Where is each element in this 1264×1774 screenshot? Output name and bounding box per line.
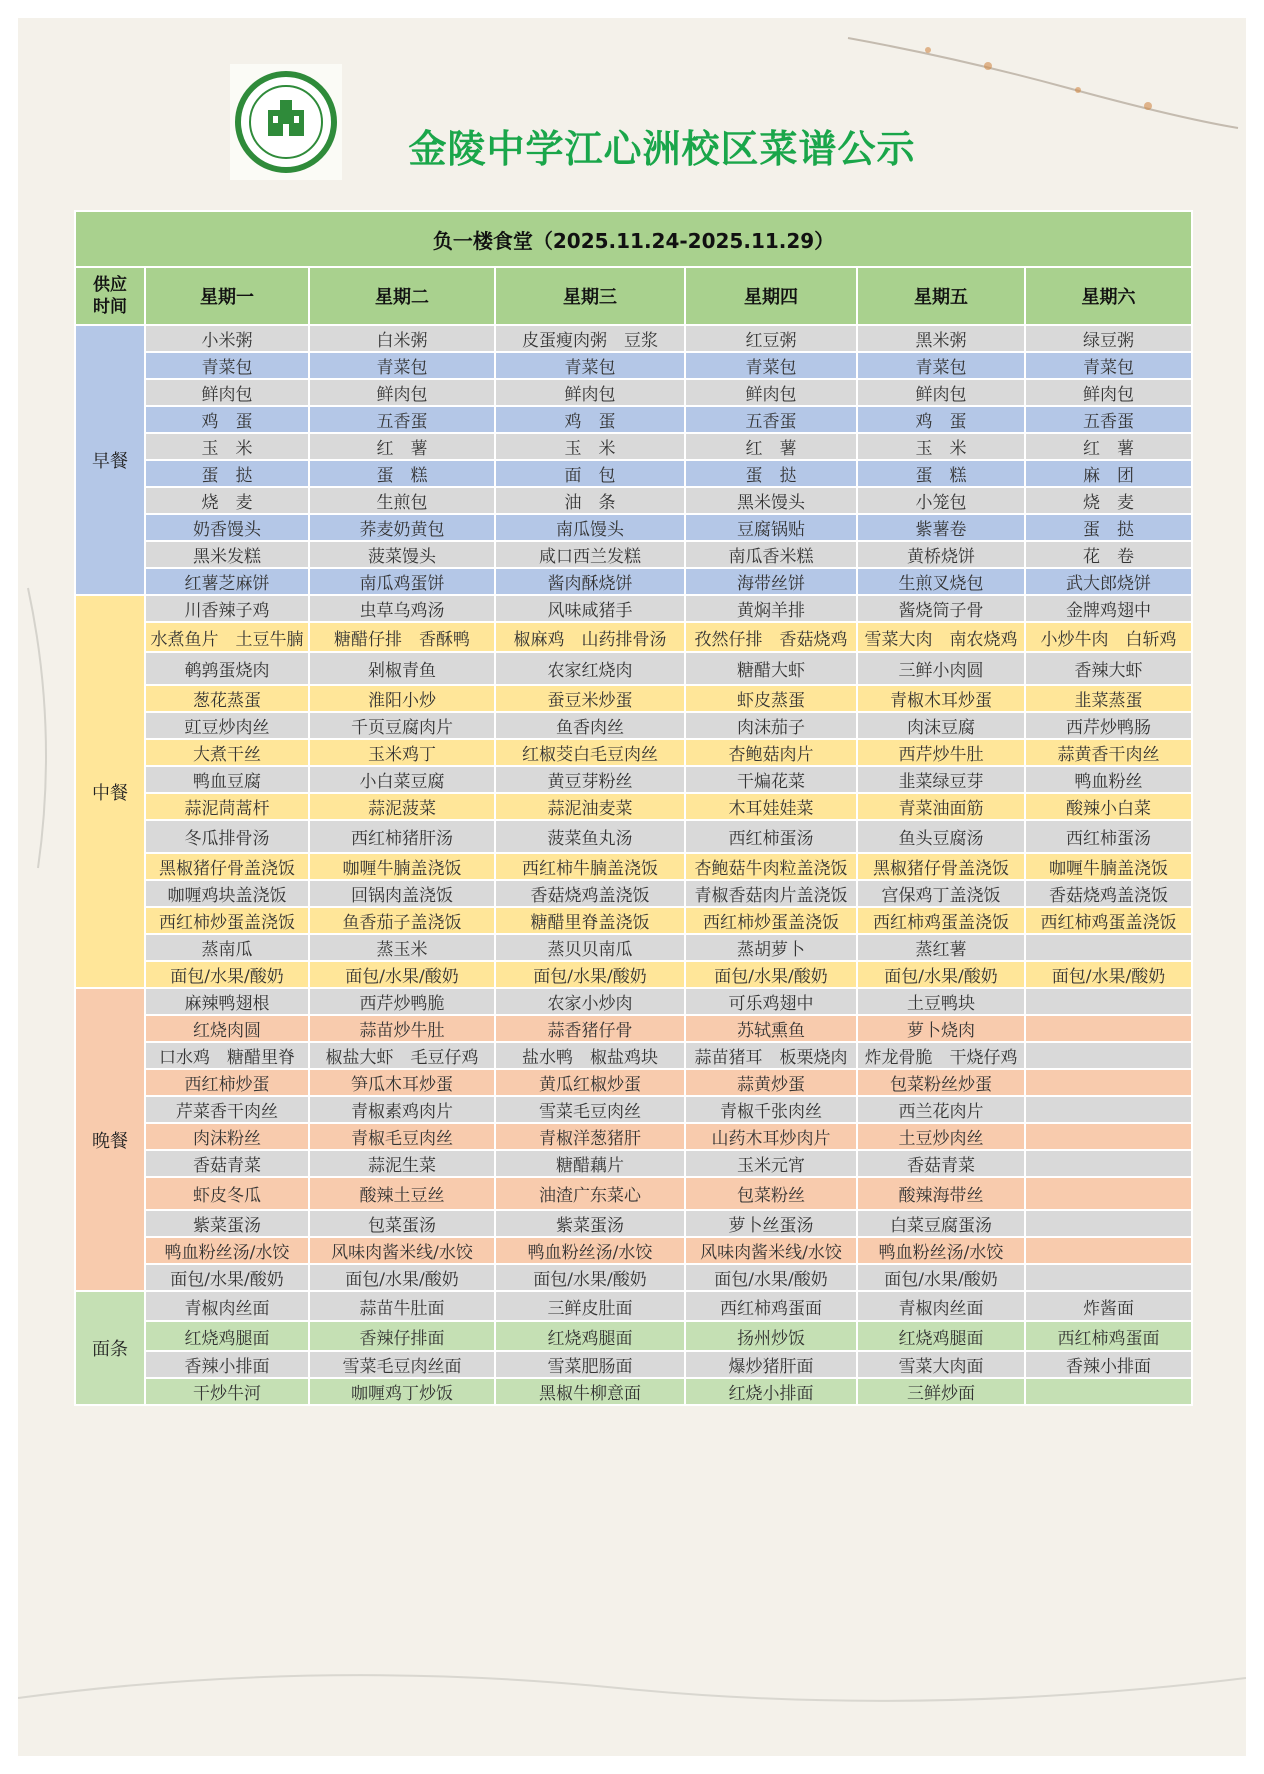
dish-cell: 蒸南瓜 (145, 934, 309, 961)
dish-cell: 蒸胡萝卜 (685, 934, 857, 961)
dish-cell: 糖醋仔排 香酥鸭 (309, 622, 495, 652)
dish-cell: 三鲜炒面 (857, 1378, 1025, 1405)
dish-cell: 红烧鸡腿面 (495, 1321, 685, 1351)
dish-cell: 蛋 挞 (1025, 514, 1192, 541)
dish-cell: 黄豆芽粉丝 (495, 766, 685, 793)
day-header: 星期三 (495, 267, 685, 325)
dish-cell: 韭菜蒸蛋 (1025, 685, 1192, 712)
dish-cell: 金牌鸡翅中 (1025, 595, 1192, 622)
table-row (75, 739, 1192, 766)
dish-cell: 青椒木耳炒蛋 (857, 685, 1025, 712)
table-row (75, 1237, 1192, 1264)
dish-cell: 青菜油面筋 (857, 793, 1025, 820)
dish-cell: 虫草乌鸡汤 (309, 595, 495, 622)
dish-cell: 黑椒猪仔骨盖浇饭 (145, 853, 309, 880)
dish-cell: 大煮干丝 (145, 739, 309, 766)
dish-cell: 黄瓜红椒炒蛋 (495, 1069, 685, 1096)
dish-cell: 青菜包 (1025, 352, 1192, 379)
dish-cell: 蒜泥菠菜 (309, 793, 495, 820)
dish-cell: 山药木耳炒肉片 (685, 1123, 857, 1150)
dish-cell (1025, 1015, 1192, 1042)
dish-cell: 淮阳小炒 (309, 685, 495, 712)
dish-cell: 杏鲍菇肉片 (685, 739, 857, 766)
dish-cell: 南瓜鸡蛋饼 (309, 568, 495, 595)
dish-cell: 西红柿鸡蛋盖浇饭 (1025, 907, 1192, 934)
dish-cell: 绿豆粥 (1025, 325, 1192, 352)
dish-cell: 剁椒青鱼 (309, 652, 495, 685)
table-row (75, 820, 1192, 853)
dish-cell: 红烧小排面 (685, 1378, 857, 1405)
dish-cell: 黑椒牛柳意面 (495, 1378, 685, 1405)
dish-cell: 酸辣海带丝 (857, 1177, 1025, 1210)
dish-cell: 三鲜皮肚面 (495, 1291, 685, 1321)
dish-cell: 咖喱牛腩盖浇饭 (1025, 853, 1192, 880)
table-row (75, 1123, 1192, 1150)
dish-cell: 糖醋大虾 (685, 652, 857, 685)
dish-cell: 葱花蒸蛋 (145, 685, 309, 712)
bottom-branch-decoration-icon (18, 1618, 1246, 1756)
table-row (75, 1321, 1192, 1351)
meal-label-dinner: 晚餐 (75, 988, 145, 1291)
day-header: 星期一 (145, 267, 309, 325)
dish-cell: 面包/水果/酸奶 (495, 1264, 685, 1291)
dish-cell: 西芹炒鸭脆 (309, 988, 495, 1015)
dish-cell: 虾皮冬瓜 (145, 1177, 309, 1210)
dish-cell: 青椒肉丝面 (145, 1291, 309, 1321)
dish-cell: 黑米发糕 (145, 541, 309, 568)
dish-cell: 咖喱鸡块盖浇饭 (145, 880, 309, 907)
dish-cell: 雪菜大肉 南农烧鸡 (857, 622, 1025, 652)
dish-cell: 蚕豆米炒蛋 (495, 685, 685, 712)
dish-cell: 花 卷 (1025, 541, 1192, 568)
table-row (75, 514, 1192, 541)
dish-cell: 农家小炒肉 (495, 988, 685, 1015)
dish-cell: 鱼头豆腐汤 (857, 820, 1025, 853)
table-row (75, 325, 1192, 352)
dish-cell: 玉 米 (495, 433, 685, 460)
dish-cell (1025, 988, 1192, 1015)
dish-cell: 糖醋藕片 (495, 1150, 685, 1177)
dish-cell: 蒜泥油麦菜 (495, 793, 685, 820)
dish-cell (1025, 1177, 1192, 1210)
dish-cell: 面包/水果/酸奶 (495, 961, 685, 988)
dish-cell: 鲜肉包 (495, 379, 685, 406)
dish-cell: 鸭血粉丝汤/水饺 (495, 1237, 685, 1264)
dish-cell: 生煎包 (309, 487, 495, 514)
dish-cell: 土豆鸭块 (857, 988, 1025, 1015)
dish-cell: 红 薯 (309, 433, 495, 460)
dish-cell: 紫菜蛋汤 (495, 1210, 685, 1237)
dish-cell: 蒸玉米 (309, 934, 495, 961)
meal-label-lunch: 中餐 (75, 595, 145, 988)
dish-cell: 黄桥烧饼 (857, 541, 1025, 568)
dish-cell: 皮蛋瘦肉粥 豆浆 (495, 325, 685, 352)
dish-cell: 青椒毛豆肉丝 (309, 1123, 495, 1150)
dish-cell: 黄焖羊排 (685, 595, 857, 622)
dish-cell: 面包/水果/酸奶 (857, 961, 1025, 988)
dish-cell: 香菇烧鸡盖浇饭 (1025, 880, 1192, 907)
dish-cell: 豆腐锅贴 (685, 514, 857, 541)
dish-cell: 萝卜丝蛋汤 (685, 1210, 857, 1237)
table-row (75, 1351, 1192, 1378)
time-header: 供应 时间 (75, 267, 145, 325)
dish-cell: 萝卜烧肉 (857, 1015, 1025, 1042)
dish-cell: 面包/水果/酸奶 (309, 1264, 495, 1291)
dish-cell: 西芹炒牛肚 (857, 739, 1025, 766)
dish-cell: 西红柿蛋汤 (1025, 820, 1192, 853)
dish-cell: 青椒素鸡肉片 (309, 1096, 495, 1123)
dish-cell: 千页豆腐肉片 (309, 712, 495, 739)
dish-cell: 西红柿牛腩盖浇饭 (495, 853, 685, 880)
dish-cell: 香菇烧鸡盖浇饭 (495, 880, 685, 907)
dish-cell: 武大郎烧饼 (1025, 568, 1192, 595)
dish-cell: 青椒洋葱猪肝 (495, 1123, 685, 1150)
table-row (75, 352, 1192, 379)
dish-cell: 风味肉酱米线/水饺 (309, 1237, 495, 1264)
table-row (75, 487, 1192, 514)
dish-cell: 西红柿炒蛋 (145, 1069, 309, 1096)
dish-cell: 扬州炒饭 (685, 1321, 857, 1351)
dish-cell: 五香蛋 (685, 406, 857, 433)
dish-cell: 香辣仔排面 (309, 1321, 495, 1351)
menu-table (74, 210, 1193, 1406)
table-row (75, 685, 1192, 712)
dish-cell: 鸭血粉丝 (1025, 766, 1192, 793)
dish-cell: 豇豆炒肉丝 (145, 712, 309, 739)
dish-cell: 小炒牛肉 白斩鸡 (1025, 622, 1192, 652)
dish-cell: 韭菜绿豆芽 (857, 766, 1025, 793)
dish-cell (1025, 1237, 1192, 1264)
dish-cell: 炸龙骨脆 干烧仔鸡 (857, 1042, 1025, 1069)
dish-cell: 香辣小排面 (145, 1351, 309, 1378)
dish-cell: 小笼包 (857, 487, 1025, 514)
dish-cell: 酱肉酥烧饼 (495, 568, 685, 595)
day-header: 星期五 (857, 267, 1025, 325)
dish-cell: 海带丝饼 (685, 568, 857, 595)
dish-cell: 香辣小排面 (1025, 1351, 1192, 1378)
dish-cell: 西红柿蛋汤 (685, 820, 857, 853)
dish-cell: 玉 米 (857, 433, 1025, 460)
table-row (75, 1150, 1192, 1177)
dish-cell: 孜然仔排 香菇烧鸡 (685, 622, 857, 652)
dish-cell: 蛋 糕 (857, 460, 1025, 487)
dish-cell: 青椒肉丝面 (857, 1291, 1025, 1321)
table-row (75, 406, 1192, 433)
dish-cell: 肉沫粉丝 (145, 1123, 309, 1150)
table-row (75, 793, 1192, 820)
dish-cell: 烧 麦 (1025, 487, 1192, 514)
dish-cell: 西芹炒鸭肠 (1025, 712, 1192, 739)
dish-cell: 鸡 蛋 (495, 406, 685, 433)
table-row (75, 652, 1192, 685)
dish-cell: 面包/水果/酸奶 (1025, 961, 1192, 988)
dish-cell: 椒盐大虾 毛豆仔鸡 (309, 1042, 495, 1069)
dish-cell: 鸭血豆腐 (145, 766, 309, 793)
dish-cell: 川香辣子鸡 (145, 595, 309, 622)
dish-cell: 香辣大虾 (1025, 652, 1192, 685)
dish-cell: 面包/水果/酸奶 (145, 1264, 309, 1291)
dish-cell: 鱼香茄子盖浇饭 (309, 907, 495, 934)
dish-cell: 鲜肉包 (145, 379, 309, 406)
dish-cell: 红薯芝麻饼 (145, 568, 309, 595)
day-header: 星期四 (685, 267, 857, 325)
dish-cell: 红豆粥 (685, 325, 857, 352)
table-row (75, 1015, 1192, 1042)
table-row (75, 880, 1192, 907)
dish-cell: 奶香馒头 (145, 514, 309, 541)
dish-cell (1025, 1210, 1192, 1237)
dish-cell: 紫薯卷 (857, 514, 1025, 541)
dish-cell: 面包/水果/酸奶 (145, 961, 309, 988)
dish-cell: 酱烧筒子骨 (857, 595, 1025, 622)
table-row (75, 1291, 1192, 1321)
page-title: 金陵中学江心洲校区菜谱公示 (408, 127, 916, 171)
dish-cell: 蒜苗炒牛肚 (309, 1015, 495, 1042)
dish-cell: 五香蛋 (1025, 406, 1192, 433)
dish-cell: 蒜香猪仔骨 (495, 1015, 685, 1042)
dish-cell: 油 条 (495, 487, 685, 514)
dish-cell (1025, 1378, 1192, 1405)
dish-cell: 爆炒猪肝面 (685, 1351, 857, 1378)
dish-cell (1025, 934, 1192, 961)
dish-cell: 干煸花菜 (685, 766, 857, 793)
dish-cell: 蒜泥茼蒿杆 (145, 793, 309, 820)
dish-cell: 酸辣土豆丝 (309, 1177, 495, 1210)
dish-cell: 鲜肉包 (309, 379, 495, 406)
dish-cell: 面 包 (495, 460, 685, 487)
dish-cell: 鱼香肉丝 (495, 712, 685, 739)
dish-cell: 芹菜香干肉丝 (145, 1096, 309, 1123)
dish-cell: 西红柿鸡蛋盖浇饭 (857, 907, 1025, 934)
dish-cell: 西红柿鸡蛋面 (685, 1291, 857, 1321)
dish-cell (1025, 1042, 1192, 1069)
table-row (75, 1210, 1192, 1237)
dish-cell: 雪菜毛豆肉丝 (495, 1096, 685, 1123)
dish-cell: 面包/水果/酸奶 (685, 1264, 857, 1291)
dish-cell: 蒸红薯 (857, 934, 1025, 961)
dish-cell (1025, 1123, 1192, 1150)
table-caption: 负一楼食堂（2025.11.24-2025.11.29） (75, 211, 1192, 267)
dish-cell: 五香蛋 (309, 406, 495, 433)
dish-cell: 糖醋里脊盖浇饭 (495, 907, 685, 934)
dish-cell: 雪菜毛豆肉丝面 (309, 1351, 495, 1378)
dish-cell: 咖喱鸡丁炒饭 (309, 1378, 495, 1405)
table-row (75, 1378, 1192, 1405)
dish-cell: 白菜豆腐蛋汤 (857, 1210, 1025, 1237)
dish-cell: 蒜苗牛肚面 (309, 1291, 495, 1321)
dish-cell: 小米粥 (145, 325, 309, 352)
dish-cell: 西红柿炒蛋盖浇饭 (685, 907, 857, 934)
table-row (75, 379, 1192, 406)
dish-cell: 黑米粥 (857, 325, 1025, 352)
table-row (75, 568, 1192, 595)
dish-cell: 三鲜小肉圆 (857, 652, 1025, 685)
dish-cell: 椒麻鸡 山药排骨汤 (495, 622, 685, 652)
dish-cell: 南瓜馒头 (495, 514, 685, 541)
dish-cell: 青菜包 (685, 352, 857, 379)
dish-cell (1025, 1150, 1192, 1177)
dish-cell: 包菜粉丝 (685, 1177, 857, 1210)
dish-cell: 面包/水果/酸奶 (685, 961, 857, 988)
dish-cell: 包菜粉丝炒蛋 (857, 1069, 1025, 1096)
dish-cell: 咖喱牛腩盖浇饭 (309, 853, 495, 880)
table-row (75, 907, 1192, 934)
dish-cell: 西红柿炒蛋盖浇饭 (145, 907, 309, 934)
table-row (75, 961, 1192, 988)
dish-cell (1025, 1264, 1192, 1291)
dish-cell: 蛋 糕 (309, 460, 495, 487)
table-row (75, 1264, 1192, 1291)
dish-cell: 冬瓜排骨汤 (145, 820, 309, 853)
meal-label-noodles: 面条 (75, 1291, 145, 1405)
table-row (75, 541, 1192, 568)
dish-cell: 鸭血粉丝汤/水饺 (145, 1237, 309, 1264)
dish-cell: 荞麦奶黄包 (309, 514, 495, 541)
dish-cell: 蛋 挞 (685, 460, 857, 487)
dish-cell: 肉沫豆腐 (857, 712, 1025, 739)
dish-cell: 菠菜鱼丸汤 (495, 820, 685, 853)
dish-cell: 西兰花肉片 (857, 1096, 1025, 1123)
dish-cell: 鸡 蛋 (145, 406, 309, 433)
dish-cell: 香菇青菜 (857, 1150, 1025, 1177)
table-row (75, 988, 1192, 1015)
dish-cell: 回锅肉盖浇饭 (309, 880, 495, 907)
day-header: 星期二 (309, 267, 495, 325)
dish-cell: 杏鲍菇牛肉粒盖浇饭 (685, 853, 857, 880)
table-row (75, 1096, 1192, 1123)
table-row (75, 460, 1192, 487)
dish-cell: 青椒千张肉丝 (685, 1096, 857, 1123)
dish-cell: 咸口西兰发糕 (495, 541, 685, 568)
table-row (75, 1069, 1192, 1096)
table-row (75, 1177, 1192, 1210)
dish-cell: 炸酱面 (1025, 1291, 1192, 1321)
dish-cell: 小白菜豆腐 (309, 766, 495, 793)
dish-cell: 肉沫茄子 (685, 712, 857, 739)
dish-cell: 鸡 蛋 (857, 406, 1025, 433)
dish-cell: 鹌鹑蛋烧肉 (145, 652, 309, 685)
dish-cell: 青椒香菇肉片盖浇饭 (685, 880, 857, 907)
dish-cell: 红 薯 (1025, 433, 1192, 460)
meal-label-breakfast: 早餐 (75, 325, 145, 595)
dish-cell: 烧 麦 (145, 487, 309, 514)
dish-cell: 青菜包 (857, 352, 1025, 379)
table-row (75, 712, 1192, 739)
dish-cell: 农家红烧肉 (495, 652, 685, 685)
dish-cell: 青菜包 (495, 352, 685, 379)
dish-cell: 包菜蛋汤 (309, 1210, 495, 1237)
dish-cell: 玉 米 (145, 433, 309, 460)
dish-cell: 黑椒猪仔骨盖浇饭 (857, 853, 1025, 880)
dish-cell: 红椒茭白毛豆肉丝 (495, 739, 685, 766)
dish-cell: 白米粥 (309, 325, 495, 352)
table-row (75, 934, 1192, 961)
dish-cell (1025, 1069, 1192, 1096)
dish-cell: 木耳娃娃菜 (685, 793, 857, 820)
dish-cell: 面包/水果/酸奶 (309, 961, 495, 988)
dish-cell: 蒜苗猪耳 板栗烧肉 (685, 1042, 857, 1069)
dish-cell: 麻 团 (1025, 460, 1192, 487)
table-row (75, 766, 1192, 793)
dish-cell: 玉米元宵 (685, 1150, 857, 1177)
dish-cell: 红烧肉圆 (145, 1015, 309, 1042)
dish-cell: 可乐鸡翅中 (685, 988, 857, 1015)
dish-cell: 西红柿猪肝汤 (309, 820, 495, 853)
dish-cell: 玉米鸡丁 (309, 739, 495, 766)
dish-cell: 笋瓜木耳炒蛋 (309, 1069, 495, 1096)
dish-cell: 生煎叉烧包 (857, 568, 1025, 595)
dish-cell: 油渣广东菜心 (495, 1177, 685, 1210)
dish-cell: 鲜肉包 (685, 379, 857, 406)
dish-cell: 苏轼熏鱼 (685, 1015, 857, 1042)
dish-cell: 口水鸡 糖醋里脊 (145, 1042, 309, 1069)
dish-cell: 鲜肉包 (1025, 379, 1192, 406)
dish-cell: 盐水鸭 椒盐鸡块 (495, 1042, 685, 1069)
dish-cell: 青菜包 (309, 352, 495, 379)
dish-cell: 雪菜大肉面 (857, 1351, 1025, 1378)
dish-cell: 蒜黄香干肉丝 (1025, 739, 1192, 766)
dish-cell: 鲜肉包 (857, 379, 1025, 406)
dish-cell: 菠菜馒头 (309, 541, 495, 568)
dish-cell: 黑米馒头 (685, 487, 857, 514)
dish-cell: 风味肉酱米线/水饺 (685, 1237, 857, 1264)
table-row (75, 853, 1192, 880)
dish-cell: 紫菜蛋汤 (145, 1210, 309, 1237)
table-row (75, 622, 1192, 652)
dish-cell: 青菜包 (145, 352, 309, 379)
dish-cell: 蒜黄炒蛋 (685, 1069, 857, 1096)
dish-cell: 土豆炒肉丝 (857, 1123, 1025, 1150)
dish-cell: 蒸贝贝南瓜 (495, 934, 685, 961)
dish-cell: 酸辣小白菜 (1025, 793, 1192, 820)
dish-cell: 红烧鸡腿面 (857, 1321, 1025, 1351)
dish-cell: 红 薯 (685, 433, 857, 460)
dish-cell: 虾皮蒸蛋 (685, 685, 857, 712)
dish-cell (1025, 1096, 1192, 1123)
dish-cell: 香菇青菜 (145, 1150, 309, 1177)
day-header: 星期六 (1025, 267, 1192, 325)
dish-cell: 西红柿鸡蛋面 (1025, 1321, 1192, 1351)
dish-cell: 南瓜香米糕 (685, 541, 857, 568)
table-row (75, 1042, 1192, 1069)
dish-cell: 麻辣鸭翅根 (145, 988, 309, 1015)
dish-cell: 水煮鱼片 土豆牛腩 (145, 622, 309, 652)
dish-cell: 蒜泥生菜 (309, 1150, 495, 1177)
dish-cell: 红烧鸡腿面 (145, 1321, 309, 1351)
dish-cell: 鸭血粉丝汤/水饺 (857, 1237, 1025, 1264)
dish-cell: 面包/水果/酸奶 (857, 1264, 1025, 1291)
dish-cell: 雪菜肥肠面 (495, 1351, 685, 1378)
table-row (75, 595, 1192, 622)
dish-cell: 蛋 挞 (145, 460, 309, 487)
dish-cell: 风味咸猪手 (495, 595, 685, 622)
table-row (75, 433, 1192, 460)
dish-cell: 干炒牛河 (145, 1378, 309, 1405)
dish-cell: 宫保鸡丁盖浇饭 (857, 880, 1025, 907)
